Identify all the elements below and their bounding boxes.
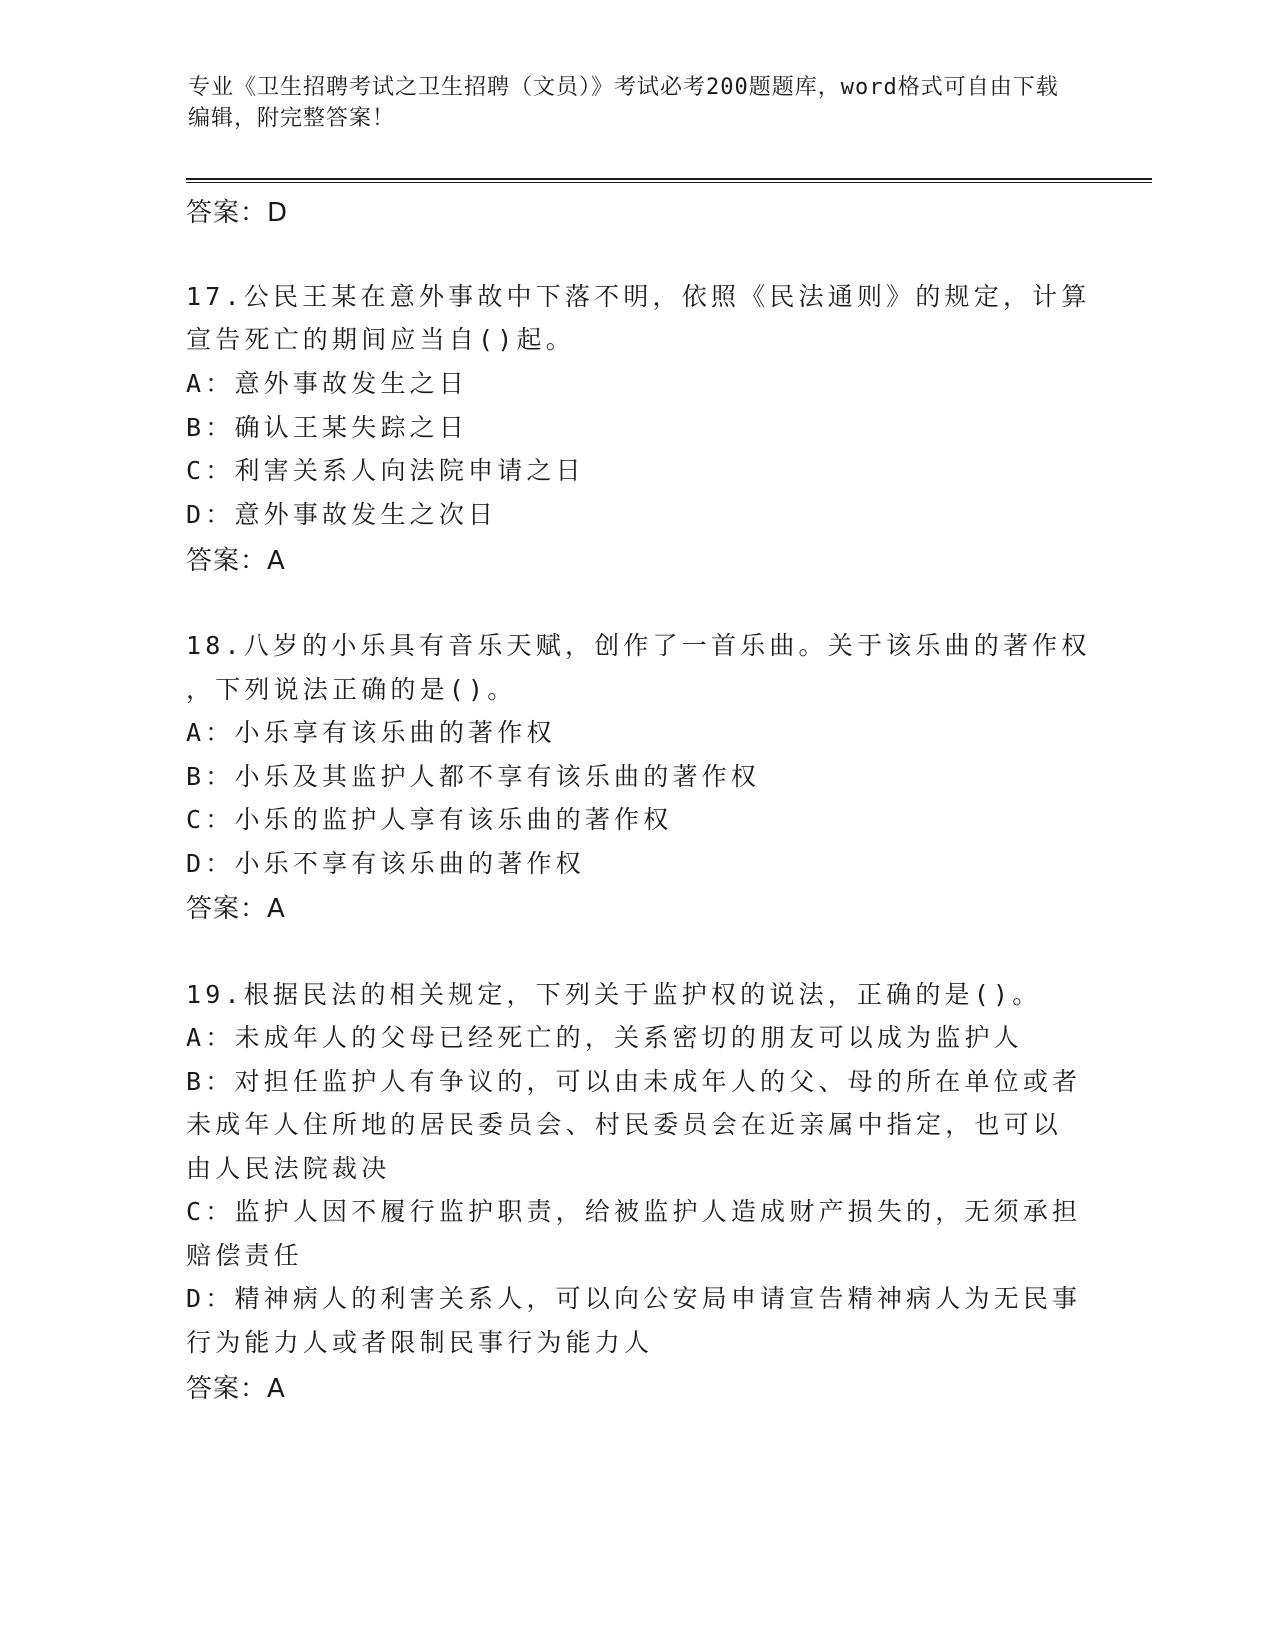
option-c: C：利害关系人向法院申请之日 bbox=[186, 456, 585, 485]
answer-label: 答案：A bbox=[186, 546, 286, 576]
option-b: B：对担任监护人有争议的，可以由未成年人的父、母的所在单位或者 bbox=[186, 1067, 1082, 1096]
option-b: B：小乐及其监护人都不享有该乐曲的著作权 bbox=[186, 762, 761, 791]
option-c: C：小乐的监护人享有该乐曲的著作权 bbox=[186, 805, 673, 834]
option-c: C：监护人因不履行监护职责，给被监护人造成财产损失的，无须承担 bbox=[186, 1197, 1082, 1226]
header-divider bbox=[186, 178, 1152, 183]
option-b: B：确认王某失踪之日 bbox=[186, 413, 469, 442]
answer-label: 答案：A bbox=[186, 894, 286, 924]
question-stem-line: ，下列说法正确的是()。 bbox=[186, 675, 517, 704]
option-d: D：小乐不享有该乐曲的著作权 bbox=[186, 849, 585, 878]
option-d-continued: 行为能力人或者限制民事行为能力人 bbox=[186, 1328, 654, 1357]
option-c-continued: 赔偿责任 bbox=[186, 1241, 303, 1270]
option-a: A：小乐享有该乐曲的著作权 bbox=[186, 718, 556, 747]
option-b-continued: 由人民法院裁决 bbox=[186, 1154, 391, 1183]
question-stem-line: 17.公民王某在意外事故中下落不明，依照《民法通则》的规定，计算 bbox=[186, 282, 1091, 311]
answer-label: 答案：A bbox=[186, 1374, 286, 1404]
option-a: A：未成年人的父母已经死亡的，关系密切的朋友可以成为监护人 bbox=[186, 1023, 1023, 1052]
option-a: A：意外事故发生之日 bbox=[186, 369, 469, 398]
option-b-continued: 未成年人住所地的居民委员会、村民委员会在近亲属中指定，也可以 bbox=[186, 1110, 1063, 1139]
question-stem-line: 18.八岁的小乐具有音乐天赋，创作了一首乐曲。关于该乐曲的著作权 bbox=[186, 631, 1091, 660]
option-d: D：意外事故发生之次日 bbox=[186, 500, 498, 529]
option-d: D：精神病人的利害关系人，可以向公安局申请宣告精神病人为无民事 bbox=[186, 1284, 1082, 1313]
document-header: 专业《卫生招聘考试之卫生招聘（文员）》考试必考200题题库，word格式可自由下载编辑，附完整答案！ bbox=[188, 75, 1059, 131]
previous-answer: 答案：D bbox=[186, 198, 289, 228]
question-stem-line: 宣告死亡的期间应当自()起。 bbox=[186, 325, 575, 354]
question-stem-line: 19.根据民法的相关规定，下列关于监护权的说法，正确的是()。 bbox=[186, 980, 1042, 1009]
